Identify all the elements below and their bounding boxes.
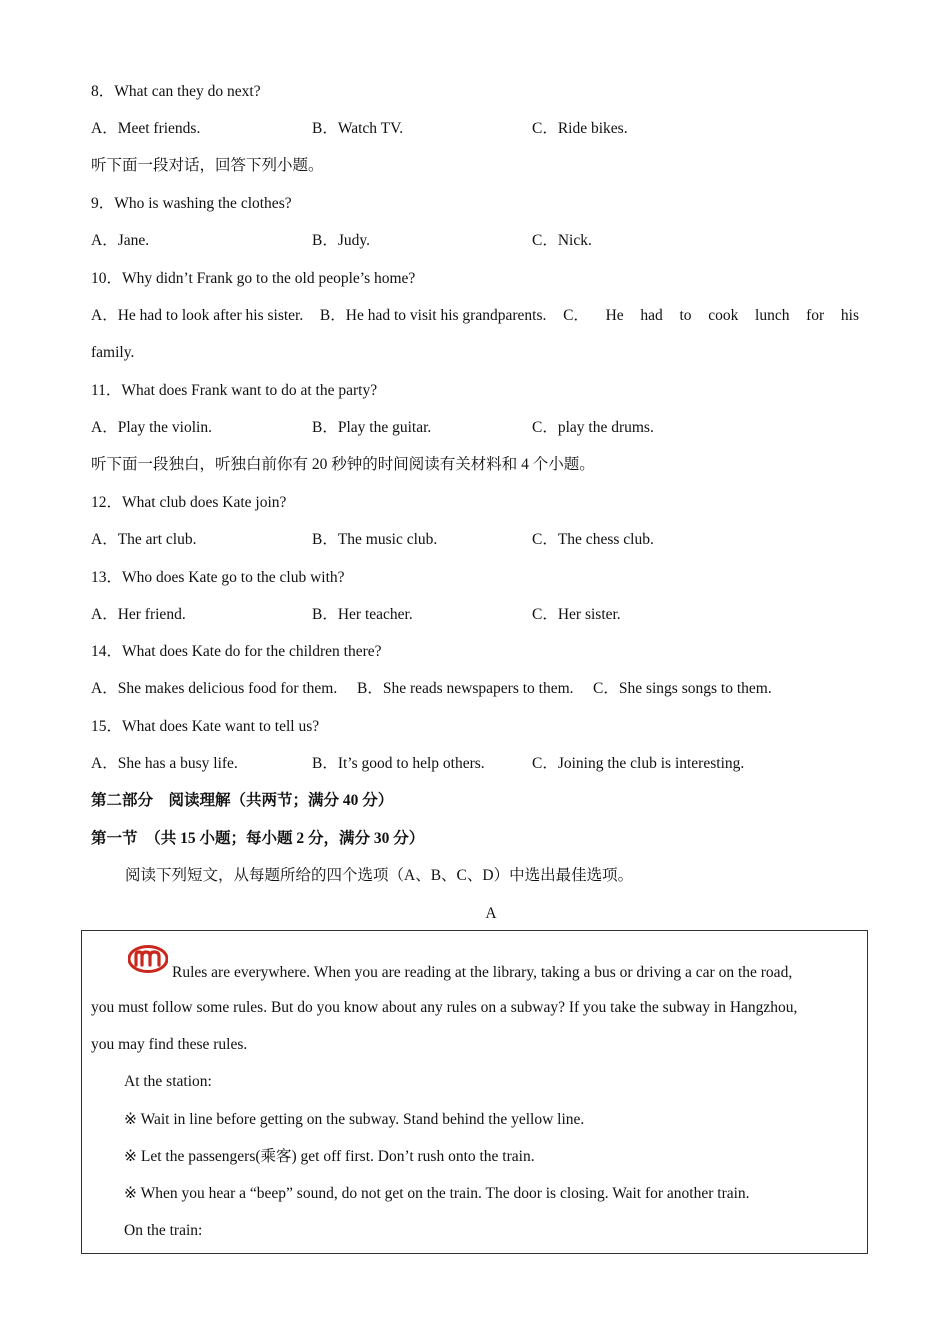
q13-option-a: A．Her friend.: [91, 606, 186, 623]
passage-line-1: Rules are everywhere. When you are reading at the library, taking a bus or driving a car on the road,: [172, 964, 793, 981]
q14-option-a: A．She makes delicious food for them.: [91, 680, 338, 697]
q14-option-b: B．She reads newspapers to them.: [357, 680, 574, 697]
q11-option-a: A．Play the violin.: [91, 419, 212, 436]
question-9: 9．Who is washing the clothes?: [91, 195, 292, 212]
q13-option-c: C．Her sister.: [532, 606, 621, 623]
q10-option-c-word: C．: [563, 307, 589, 324]
passage-train-heading: On the train:: [124, 1222, 203, 1239]
q11-option-c: C．play the drums.: [532, 419, 654, 436]
q9-option-b: B．Judy.: [312, 232, 370, 249]
q15-option-c: C．Joining the club is interesting.: [532, 755, 745, 772]
question-11: 11．What does Frank want to do at the party?: [91, 382, 378, 399]
q15-option-b: B．It’s good to help others.: [312, 755, 485, 772]
q10-option-c-word: for: [806, 307, 825, 324]
q10-option-c-word: lunch: [755, 307, 790, 324]
q11-option-b: B．Play the guitar.: [312, 419, 432, 436]
reading-instruction: 阅读下列短文，从每题所给的四个选项（A、B、C、D）中选出最佳选项。: [125, 867, 634, 884]
question-8: 8．What can they do next?: [91, 83, 261, 100]
passage-rule-3: ※ When you hear a “beep” sound, do not get on the train. The door is closing. Wait for another train.: [124, 1185, 750, 1202]
q8-option-a: A．Meet friends.: [91, 120, 201, 137]
q10-options: [91, 306, 859, 326]
q8-option-b: B．Watch TV.: [312, 120, 404, 137]
instruction-dialogue: 听下面一段对话，回答下列小题。: [91, 157, 324, 174]
passage-station-heading: At the station:: [124, 1073, 212, 1090]
passage-line-3: you may find these rules.: [91, 1036, 248, 1053]
q10-option-c-word: had: [640, 307, 663, 324]
q14-option-c: C．She sings songs to them.: [593, 680, 772, 697]
question-10: 10．Why didn’t Frank go to the old people’s home?: [91, 270, 416, 287]
section1-title: 第一节 （共 15 小题；每小题 2 分，满分 30 分）: [91, 830, 425, 847]
q12-option-b: B．The music club.: [312, 531, 438, 548]
q10-option-c-continued: family.: [91, 344, 135, 361]
q10-option-c-word: his: [840, 307, 859, 324]
passage-label: A: [485, 905, 497, 922]
q13-option-b: B．Her teacher.: [312, 606, 413, 623]
q10-option-c-word: cook: [708, 307, 739, 324]
question-12: 12．What club does Kate join?: [91, 494, 287, 511]
q9-option-a: A．Jane.: [91, 232, 150, 249]
passage-rule-2: ※ Let the passengers(乘客) get off first. Don’t rush onto the train.: [124, 1148, 535, 1165]
passage-line-2: you must follow some rules. But do you know about any rules on a subway? If you take the subway in Hangzhou,: [91, 999, 798, 1016]
part2-title: 第二部分 阅读理解（共两节；满分 40 分）: [91, 792, 394, 809]
q9-option-c: C．Nick.: [532, 232, 592, 249]
q8-option-c: C．Ride bikes.: [532, 120, 628, 137]
passage-rule-1: ※ Wait in line before getting on the subway. Stand behind the yellow line.: [124, 1111, 585, 1128]
q15-option-a: A．She has a busy life.: [91, 755, 238, 772]
instruction-monologue: 听下面一段独白，听独白前你有 20 秒钟的时间阅读有关材料和 4 个小题。: [91, 456, 595, 473]
q12-option-a: A．The art club.: [91, 531, 197, 548]
q10-option-c-word: to: [679, 307, 692, 324]
question-13: 13．Who does Kate go to the club with?: [91, 569, 345, 586]
q10-option-b: B．He had to visit his grandparents.: [319, 307, 547, 324]
q10-option-c-word: He: [605, 307, 624, 324]
q12-option-c: C．The chess club.: [532, 531, 654, 548]
hangzhou-metro-logo-icon: [128, 945, 168, 973]
q10-option-a: A．He had to look after his sister.: [91, 307, 304, 324]
question-14: 14．What does Kate do for the children there?: [91, 643, 382, 660]
question-15: 15．What does Kate want to tell us?: [91, 718, 320, 735]
